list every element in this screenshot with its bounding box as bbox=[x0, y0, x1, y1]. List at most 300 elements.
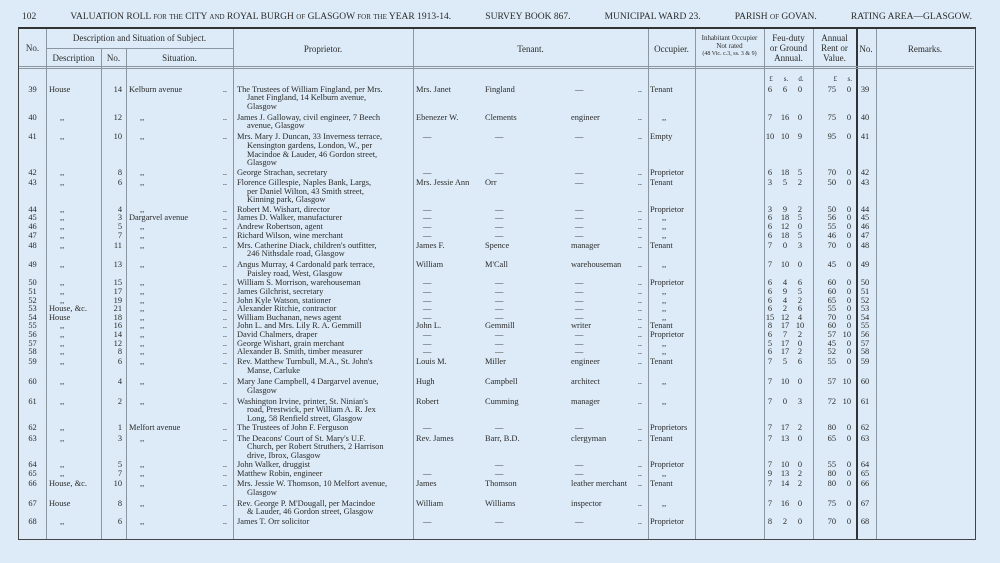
table-body bbox=[19, 75, 974, 527]
rent-pounds: 45 bbox=[827, 338, 836, 348]
feu-pounds: 7 bbox=[767, 377, 773, 386]
feu-pence: 0 bbox=[797, 433, 803, 443]
house-number: 6 bbox=[117, 357, 122, 367]
tenant-occupation: — .. bbox=[565, 223, 648, 232]
row-number-right: 53 bbox=[860, 304, 870, 314]
proprietor bbox=[233, 133, 413, 167]
feu-shillings: 14 bbox=[780, 479, 790, 489]
tenant-surname: — bbox=[495, 338, 504, 348]
occupier: Tenant bbox=[650, 433, 673, 443]
feu-pence: 6 bbox=[797, 278, 803, 288]
inhabitant-occupier bbox=[694, 279, 763, 288]
tenant-occupation: warehouseman .. bbox=[565, 261, 648, 278]
inhabitant-occupier bbox=[694, 348, 763, 357]
rent-shillings: 0 bbox=[846, 213, 851, 223]
house-number: 5 bbox=[117, 221, 122, 231]
row-number: 57 bbox=[28, 338, 37, 348]
rent-shillings: 0 bbox=[846, 287, 851, 297]
tenant-occupation: manager .. bbox=[565, 242, 648, 259]
situation: ,, .. bbox=[126, 470, 233, 479]
tenant-surname: — bbox=[495, 312, 504, 322]
inhabitant-occupier bbox=[694, 480, 763, 497]
proprietor bbox=[233, 398, 413, 424]
proprietor-line: Macindoe & Lauder, 46 Gordon street, bbox=[247, 149, 378, 159]
table-row bbox=[19, 424, 974, 433]
rent-shillings: 0 bbox=[846, 221, 851, 231]
inhabitant-occupier bbox=[694, 169, 763, 178]
tenant-surname: — bbox=[495, 287, 504, 297]
tenant-first-name: — bbox=[423, 230, 432, 240]
tenant-first-name: — bbox=[423, 516, 432, 526]
header-inhabitant-line: Not rated bbox=[716, 42, 743, 50]
proprietor-line: The Trustees of William Fingland, per Mrs. bbox=[237, 84, 383, 94]
description: House, &c. bbox=[49, 479, 87, 489]
inhabitant-occupier bbox=[694, 378, 763, 395]
row-number-right: 42 bbox=[860, 167, 870, 177]
tenant-surname: — bbox=[495, 230, 504, 240]
situation: ,, .. bbox=[126, 133, 233, 167]
table-row bbox=[19, 377, 974, 397]
tenant-surname: — bbox=[495, 304, 504, 314]
feu-shillings: 10 bbox=[780, 377, 790, 386]
rent-shillings: 0 bbox=[846, 460, 851, 470]
rent-pounds: 95 bbox=[827, 132, 836, 142]
remarks bbox=[875, 242, 974, 259]
remarks bbox=[875, 305, 974, 314]
feu-shillings: 9 bbox=[782, 204, 788, 214]
feu-pounds: 3 bbox=[767, 204, 773, 214]
proprietor-line: James T. Orr solicitor bbox=[237, 516, 310, 526]
tenant-surname: Thomson bbox=[485, 479, 517, 489]
feu-pounds: 6 bbox=[767, 167, 773, 177]
feu-duty bbox=[763, 179, 812, 205]
table-row bbox=[19, 84, 974, 112]
occupier: Tenant bbox=[650, 357, 673, 367]
row-number: 39 bbox=[28, 84, 37, 94]
proprietor-line: & Lauder, 46 Gordon street, Glasgow bbox=[247, 507, 374, 517]
description: ,, bbox=[60, 287, 65, 297]
feu-pence: 2 bbox=[797, 423, 803, 433]
inhabitant-occupier bbox=[694, 322, 763, 331]
situation: ,, .. bbox=[126, 322, 233, 331]
occupier: ,, bbox=[662, 112, 667, 122]
rent-shillings: 0 bbox=[846, 498, 851, 508]
description: ,, bbox=[60, 516, 65, 526]
house-number: 1 bbox=[117, 423, 122, 433]
situation: ,, .. bbox=[126, 179, 233, 205]
tenant-occupation: — .. bbox=[565, 348, 648, 357]
proprietor bbox=[233, 424, 413, 433]
row-number-right: 58 bbox=[860, 347, 870, 357]
header-no: No. bbox=[25, 43, 40, 53]
header-rule bbox=[46, 48, 233, 49]
annual-rent bbox=[812, 261, 855, 278]
feu-pence: 2 bbox=[797, 204, 803, 214]
row-number-right: 41 bbox=[860, 132, 870, 142]
feu-pence: 3 bbox=[797, 240, 803, 250]
annual-rent bbox=[812, 398, 855, 424]
row-number: 63 bbox=[28, 433, 37, 443]
proprietor-line: Rev. Matthew Turnbull, M.A., St. John's bbox=[237, 357, 373, 367]
remarks bbox=[875, 232, 974, 241]
feu-pounds: 6 bbox=[767, 84, 773, 94]
proprietor bbox=[233, 261, 413, 278]
description: ,, bbox=[60, 177, 65, 187]
row-number: 40 bbox=[28, 112, 37, 122]
inhabitant-occupier bbox=[694, 470, 763, 479]
row-number: 65 bbox=[28, 468, 37, 478]
tenant-first-name: Mrs. Janet bbox=[416, 84, 451, 94]
occupier: ,, bbox=[662, 287, 667, 297]
tenant-first-name: William bbox=[416, 260, 444, 270]
rent-shillings: 0 bbox=[846, 278, 851, 288]
remarks bbox=[875, 86, 974, 112]
row-number: 51 bbox=[28, 287, 37, 297]
remarks bbox=[875, 114, 974, 131]
house-number: 17 bbox=[113, 287, 122, 297]
occupier: ,, bbox=[662, 347, 667, 357]
proprietor-line: John L. and Mrs. Lily R. A. Gemmill bbox=[237, 321, 362, 331]
situation: ,, .. bbox=[126, 169, 233, 178]
tenant-first-name: — bbox=[423, 338, 432, 348]
annual-rent bbox=[812, 86, 855, 112]
feu-shillings: 2 bbox=[782, 304, 788, 314]
header-number: No. bbox=[106, 53, 121, 63]
tenant-occupation: — .. bbox=[565, 214, 648, 223]
proprietor-line: Matthew Robin, engineer bbox=[237, 468, 323, 478]
remarks bbox=[875, 179, 974, 205]
rent-pounds: 46 bbox=[827, 230, 836, 240]
proprietor bbox=[233, 358, 413, 375]
feu-pence: 6 bbox=[797, 304, 803, 314]
feu-shillings: 17 bbox=[780, 347, 790, 357]
feu-duty bbox=[763, 358, 812, 375]
tenant-first-name: — bbox=[423, 295, 432, 305]
remarks bbox=[875, 340, 974, 349]
occupier: ,, bbox=[662, 295, 667, 305]
annual-rent bbox=[812, 232, 855, 241]
situation: ,, .. bbox=[126, 261, 233, 278]
feu-shillings: 5 bbox=[782, 177, 788, 187]
proprietor-line: George Wishart, grain merchant bbox=[237, 338, 345, 348]
proprietor-line: 246 Nithsdale road, Glasgow bbox=[247, 249, 345, 259]
header-feu-line: Feu-duty bbox=[772, 33, 805, 43]
annual-rent bbox=[812, 114, 855, 131]
row-number-right: 43 bbox=[860, 177, 870, 187]
feu-pounds: 7 bbox=[767, 260, 773, 270]
situation: ,, .. bbox=[126, 340, 233, 349]
house-number: 4 bbox=[117, 204, 122, 214]
feu-shillings: 13 bbox=[780, 433, 790, 443]
proprietor-line: William Buchanan, news agent bbox=[237, 312, 342, 322]
feu-pence: 0 bbox=[797, 84, 803, 94]
row-number-right: 48 bbox=[860, 240, 870, 250]
feu-shillings: 17 bbox=[780, 338, 790, 348]
tenant-surname: Campbell bbox=[485, 377, 518, 386]
annual-rent bbox=[812, 424, 855, 433]
rent-shillings: 10 bbox=[842, 377, 851, 386]
rent-pounds: 70 bbox=[827, 516, 836, 526]
occupier: ,, bbox=[662, 260, 667, 270]
description: ,, bbox=[60, 278, 65, 288]
tenant-surname: Orr bbox=[485, 177, 497, 187]
row-number: 64 bbox=[28, 460, 37, 470]
tenant-occupation: — .. bbox=[565, 179, 648, 205]
remarks bbox=[875, 348, 974, 357]
house-number: 12 bbox=[113, 338, 122, 348]
inhabitant-occupier bbox=[694, 114, 763, 131]
occupier: Proprietor bbox=[650, 516, 684, 526]
tenant-first-name: — bbox=[423, 312, 432, 322]
inhabitant-occupier bbox=[694, 305, 763, 314]
tenant-surname: Barr, B.D. bbox=[485, 433, 520, 443]
tenant-occupation: — .. bbox=[565, 279, 648, 288]
proprietor-line: James D. Walker, manufacturer bbox=[237, 213, 343, 223]
tenant-first-name: — bbox=[423, 213, 432, 223]
proprietor-line: David Chalmers, draper bbox=[237, 330, 318, 340]
feu-duty bbox=[763, 114, 812, 131]
inhabitant-occupier bbox=[694, 288, 763, 297]
rent-shillings: 0 bbox=[846, 304, 851, 314]
inhabitant-occupier bbox=[694, 398, 763, 424]
table-row bbox=[19, 518, 974, 527]
header-inhabitant-line: (48 Vic. c.3, ss. 3 & 9) bbox=[702, 51, 757, 57]
proprietor bbox=[233, 500, 413, 517]
proprietor-line: James Gilchrist, secretary bbox=[237, 287, 324, 297]
remarks bbox=[875, 518, 974, 527]
remarks bbox=[875, 358, 974, 375]
tenant-occupation: inspector .. bbox=[565, 500, 648, 517]
rent-shillings: 0 bbox=[846, 433, 851, 443]
feu-duty bbox=[763, 261, 812, 278]
tenant-first-name: — bbox=[423, 167, 432, 177]
occupier: Proprietor bbox=[650, 460, 684, 470]
proprietor bbox=[233, 470, 413, 479]
feu-pence: 3 bbox=[797, 396, 803, 406]
rent-pounds: 70 bbox=[827, 240, 836, 250]
tenant-occupation: — .. bbox=[565, 297, 648, 306]
house-number: 3 bbox=[117, 213, 122, 223]
table-row bbox=[19, 357, 974, 377]
feu-pence: 2 bbox=[797, 347, 803, 357]
feu-shillings: 10 bbox=[780, 260, 790, 270]
tenant-first-name: — bbox=[423, 204, 432, 214]
tenant-surname: — bbox=[495, 213, 504, 223]
remarks bbox=[875, 223, 974, 232]
proprietor-line: Long, 58 Renfield street, Glasgow bbox=[247, 413, 363, 423]
house-number: 21 bbox=[113, 304, 122, 314]
tenant-first-name: — bbox=[423, 278, 432, 288]
rent-pounds: 65 bbox=[827, 433, 836, 443]
house-number: 6 bbox=[117, 177, 122, 187]
proprietor-line: Mrs. Catherine Diack, children's outfitter, bbox=[237, 240, 377, 250]
tenant-surname: M'Call bbox=[485, 260, 508, 270]
currency-units bbox=[19, 75, 974, 84]
unit-pound: £ bbox=[769, 75, 773, 83]
feu-pounds: 6 bbox=[767, 330, 773, 340]
inhabitant-occupier bbox=[694, 206, 763, 215]
tenant-surname: — bbox=[495, 132, 504, 142]
feu-pounds: 5 bbox=[767, 338, 773, 348]
feu-pence: 2 bbox=[797, 468, 803, 478]
proprietor-line: The Deacons' Court of St. Mary's U.F. bbox=[237, 433, 366, 443]
house-number: 8 bbox=[117, 498, 122, 508]
feu-duty bbox=[763, 470, 812, 479]
feu-pence: 0 bbox=[797, 221, 803, 231]
proprietor-line: Robert M. Wishart, director bbox=[237, 204, 330, 214]
tenant-surname: — bbox=[495, 278, 504, 288]
row-number-right: 45 bbox=[860, 213, 870, 223]
feu-shillings: 9 bbox=[782, 287, 788, 297]
tenant-surname: — bbox=[495, 295, 504, 305]
description: ,, bbox=[60, 230, 65, 240]
description: ,, bbox=[60, 213, 65, 223]
tenant-first-name: — bbox=[423, 468, 432, 478]
row-number: 66 bbox=[28, 479, 37, 489]
header-rule bbox=[19, 66, 974, 67]
table-row bbox=[19, 132, 974, 169]
situation: ,, .. bbox=[126, 223, 233, 232]
row-number: 46 bbox=[28, 221, 37, 231]
occupier: ,, bbox=[662, 213, 667, 223]
row-number-right: 59 bbox=[860, 357, 870, 367]
row-number: 59 bbox=[28, 357, 37, 367]
tenant-first-name: — bbox=[423, 304, 432, 314]
feu-pounds: 6 bbox=[767, 304, 773, 314]
header-feu-duty bbox=[764, 33, 813, 63]
header-feu-line: or Ground bbox=[769, 43, 808, 53]
tenant-occupation: — .. bbox=[565, 288, 648, 297]
row-number-right: 44 bbox=[860, 204, 870, 214]
proprietor-line: Rev. George P. M'Dougall, per Macindoe bbox=[237, 498, 376, 508]
inhabitant-occupier bbox=[694, 297, 763, 306]
tenant-first-name: William bbox=[416, 498, 444, 508]
feu-shillings: 18 bbox=[780, 213, 790, 223]
feu-shillings: 13 bbox=[780, 468, 790, 478]
inhabitant-occupier bbox=[694, 223, 763, 232]
tenant-surname: — bbox=[495, 330, 504, 340]
feu-duty bbox=[763, 86, 812, 112]
tenant-first-name: Ebenezer W. bbox=[416, 112, 459, 122]
feu-pounds: 6 bbox=[767, 278, 773, 288]
proprietor-line: George Strachan, secretary bbox=[237, 167, 328, 177]
rent-shillings: 0 bbox=[846, 347, 851, 357]
house-number: 2 bbox=[117, 396, 122, 406]
header-rent-line: Rent or bbox=[821, 43, 848, 53]
proprietor-line: Alexander Ritchie, contractor bbox=[237, 304, 337, 314]
row-number-right: 55 bbox=[860, 321, 870, 331]
table-row bbox=[19, 177, 974, 205]
feu-shillings: 7 bbox=[782, 330, 788, 340]
occupier: ,, bbox=[662, 338, 667, 348]
proprietor-line: John Walker, druggist bbox=[237, 460, 311, 470]
header-inhabitant-line: Inhabitant Occupier bbox=[701, 34, 758, 42]
proprietor-line: Richard Wilson, wine merchant bbox=[237, 230, 344, 240]
header-occupier: Occupier. bbox=[654, 44, 689, 54]
table-row bbox=[19, 112, 974, 132]
row-number-right: 50 bbox=[860, 278, 870, 288]
house-number: 10 bbox=[113, 479, 122, 489]
header-feu-line: Annual. bbox=[774, 53, 803, 63]
unit-pence: d. bbox=[798, 75, 804, 83]
description: ,, bbox=[60, 377, 65, 386]
feu-pounds: 7 bbox=[767, 357, 773, 367]
remarks bbox=[875, 424, 974, 433]
occupier: Proprietor bbox=[650, 204, 684, 214]
description: House, &c. bbox=[49, 304, 87, 314]
rent-shillings: 0 bbox=[846, 479, 851, 489]
feu-pounds: 6 bbox=[767, 213, 773, 223]
house-number: 12 bbox=[113, 112, 122, 122]
tenant-occupation: architect .. bbox=[565, 378, 648, 395]
situation: ,, .. bbox=[126, 378, 233, 395]
feu-pounds: 6 bbox=[767, 221, 773, 231]
rent-pounds: 55 bbox=[827, 304, 836, 314]
remarks bbox=[875, 331, 974, 340]
rent-pounds: 60 bbox=[827, 287, 836, 297]
tenant-occupation: manager .. bbox=[565, 398, 648, 424]
rent-pounds: 50 bbox=[827, 177, 836, 187]
remarks bbox=[875, 398, 974, 424]
row-number: 55 bbox=[28, 321, 37, 331]
proprietor-line: William S. Morrison, warehouseman bbox=[237, 278, 361, 288]
tenant-occupation: — .. bbox=[565, 305, 648, 314]
row-number: 61 bbox=[28, 396, 37, 406]
remarks bbox=[875, 214, 974, 223]
tenant-surname: — bbox=[495, 347, 504, 357]
occupier: Proprietor bbox=[650, 167, 684, 177]
rent-shillings: 0 bbox=[846, 321, 851, 331]
proprietor-line: drive, Ibrox, Glasgow bbox=[247, 450, 321, 460]
house-number: 18 bbox=[113, 312, 122, 322]
inhabitant-occupier bbox=[694, 500, 763, 517]
occupier: Tenant bbox=[650, 84, 673, 94]
proprietor bbox=[233, 435, 413, 461]
feu-pounds: 7 bbox=[767, 112, 773, 122]
rent-shillings: 0 bbox=[846, 112, 851, 122]
rent-pounds: 70 bbox=[827, 312, 836, 322]
tenant-occupation: writer .. bbox=[565, 322, 648, 331]
table-row bbox=[19, 479, 974, 499]
occupier: ,, bbox=[662, 312, 667, 322]
inhabitant-occupier bbox=[694, 86, 763, 112]
situation: ,, .. bbox=[126, 297, 233, 306]
house-number: 7 bbox=[117, 230, 122, 240]
feu-shillings: 12 bbox=[780, 221, 790, 231]
remarks bbox=[875, 206, 974, 215]
feu-duty bbox=[763, 398, 812, 424]
proprietor-line: Washington Irvine, printer, St. Ninian's bbox=[237, 396, 368, 406]
row-number: 58 bbox=[28, 347, 37, 357]
table-row bbox=[19, 232, 974, 241]
annual-rent bbox=[812, 133, 855, 167]
rent-pounds: 57 bbox=[827, 330, 836, 340]
rent-pounds: 75 bbox=[827, 84, 836, 94]
inhabitant-occupier bbox=[694, 435, 763, 461]
row-number-right: 68 bbox=[860, 516, 870, 526]
feu-pounds: 7 bbox=[767, 460, 773, 470]
tenant-first-name: — bbox=[423, 423, 432, 433]
tenant-occupation: — .. bbox=[565, 340, 648, 349]
proprietor-line: Alexander B. Smith, timber measurer bbox=[237, 347, 363, 357]
feu-shillings: 10 bbox=[780, 132, 790, 142]
annual-rent bbox=[812, 435, 855, 461]
description: ,, bbox=[60, 347, 65, 357]
row-number: 44 bbox=[28, 204, 37, 214]
row-number: 50 bbox=[28, 278, 37, 288]
description: ,, bbox=[60, 204, 65, 214]
tenant-surname: Cumming bbox=[485, 396, 519, 406]
